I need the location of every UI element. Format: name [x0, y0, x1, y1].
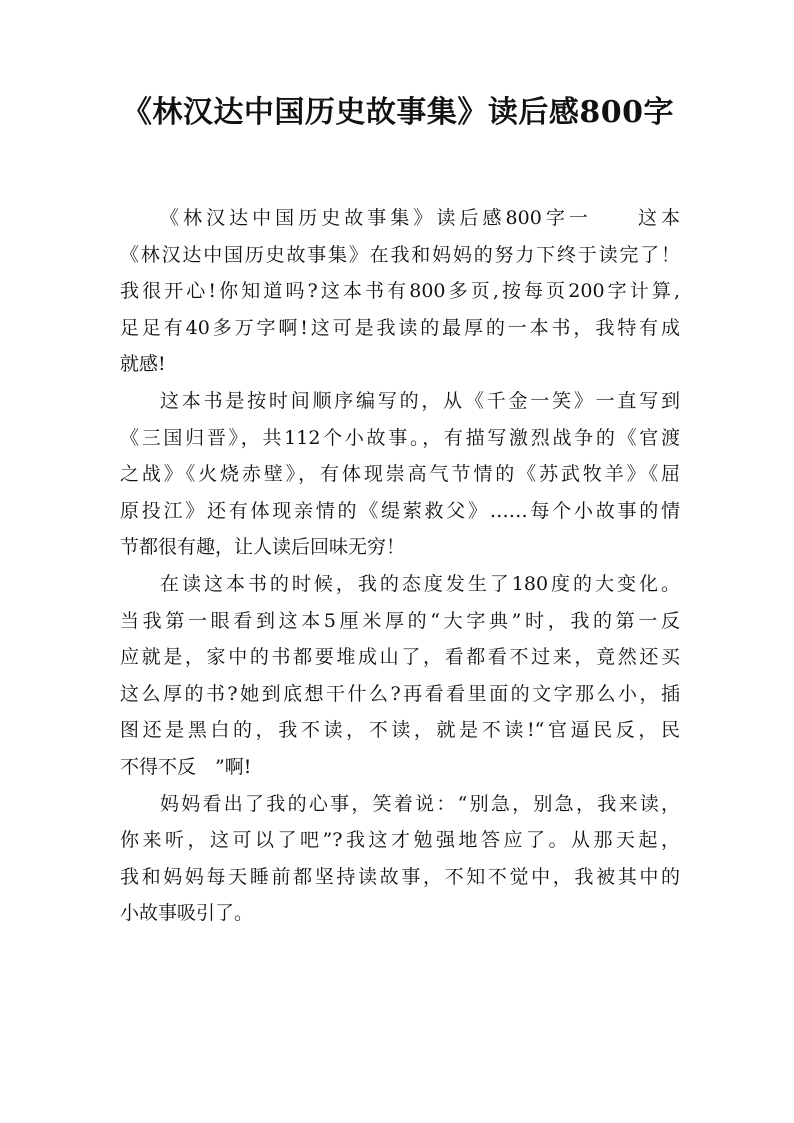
text-line: 我和妈妈每天睡前都坚持读故事，不知不觉中，我被其中的 — [120, 865, 680, 888]
paragraph — [120, 200, 680, 383]
text-line: 图还是黑白的，我不读，不读，就是不读!“官逼民反，民 — [120, 719, 680, 742]
text-line: 应就是，家中的书都要堆成山了，看都看不过来，竟然还买 — [120, 646, 680, 669]
text-line: 《林汉达中国历史故事集》读后感800字一 这本 — [160, 207, 680, 229]
text-line: 之战》《火烧赤壁》，有体现崇高气节情的《苏武牧羊》《屈 — [120, 463, 680, 486]
text-line: 在读这本书的时候，我的态度发生了180度的大变化。 — [160, 572, 680, 595]
text-line: 这么厚的书?她到底想干什么?再看看里面的文字那么小，插 — [120, 682, 680, 705]
text-line: 《林汉达中国历史故事集》在我和妈妈的努力下终于读完了！ — [120, 243, 680, 266]
text-line: 当我第一眼看到这本5厘米厚的“大字典”时，我的第一反 — [120, 609, 680, 632]
text-line: 不得不反 ”啊! — [120, 755, 252, 778]
text-line: 原投江》还有体现亲情的《缇萦救父》……每个小故事的情 — [120, 499, 680, 522]
text-line: 足足有40多万字啊!这可是我读的最厚的一本书，我特有成 — [120, 316, 680, 339]
text-line: 你来听，这可以了吧”?我这才勉强地答应了。从那天起， — [120, 829, 680, 852]
paragraph — [120, 566, 680, 786]
text-line: 妈妈看出了我的心事，笑着说：“别急，别急，我来读， — [160, 792, 680, 815]
text-line: 我很开心!你知道吗?这本书有800多页,按每页200字计算, — [120, 280, 680, 303]
text-line: 《三国归晋》，共112个小故事。，有描写激烈战争的《官渡 — [120, 426, 680, 449]
paragraph — [120, 786, 680, 932]
text-line: 这本书是按时间顺序编写的，从《千金一笑》一直写到 — [160, 389, 680, 412]
text-line: 小故事吸引了。 — [120, 902, 254, 925]
paragraph — [120, 383, 680, 566]
text-line: 就感! — [120, 353, 166, 376]
page-title: 《林汉达中国历史故事集》读后感800字 — [121, 95, 675, 130]
document-body — [120, 200, 680, 932]
text-line: 节都很有趣，让人读后回味无穷！ — [120, 536, 406, 559]
